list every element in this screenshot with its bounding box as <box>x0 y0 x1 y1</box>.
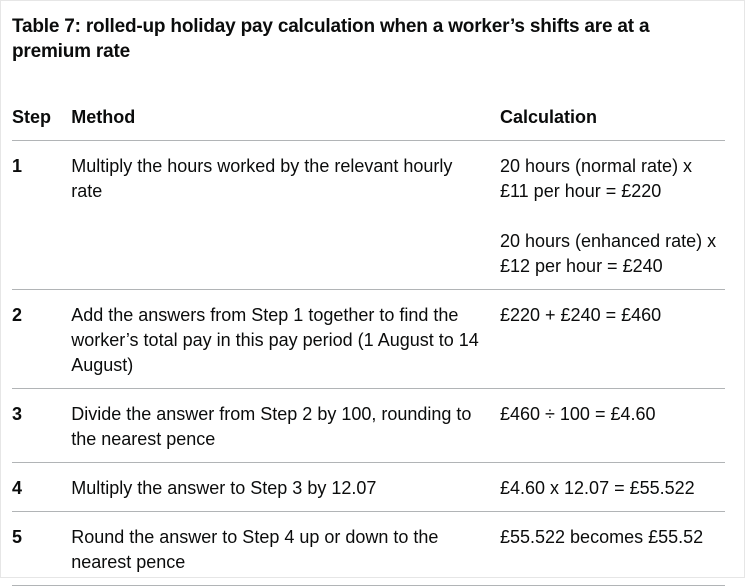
calculation-text: £55.522 becomes £55.52 <box>499 527 704 547</box>
table-caption: Table 7: rolled-up holiday pay calculation when a worker’s shifts are at a premium rate <box>12 16 650 62</box>
step-number: 4 <box>12 463 71 512</box>
calculation-text: £220 + £240 = £460 <box>499 305 662 325</box>
header-calculation: Calculation <box>500 102 725 141</box>
calculation-cell <box>500 389 725 463</box>
method-cell <box>71 512 500 586</box>
calculation-text: £460 ÷ 100 = £4.60 <box>499 404 656 424</box>
table-row <box>12 141 725 290</box>
calculation-cell <box>500 463 725 512</box>
method-cell <box>71 290 500 389</box>
method-text: Multiply the hours worked by the relevant hourly rate <box>71 156 453 201</box>
calculation-cell <box>500 141 725 290</box>
calculation-cell <box>500 290 725 389</box>
method-text: Multiply the answer to Step 3 by 12.07 <box>71 478 377 498</box>
method-text: Add the answers from Step 1 together to find the worker’s total pay in this pay period (1 August to 14 August) <box>71 305 479 375</box>
calculation-text: 20 hours (normal rate) x £11 per hour = £220 <box>499 156 693 201</box>
method-cell <box>71 389 500 463</box>
step-number: 3 <box>12 389 71 463</box>
calculation-cell <box>500 512 725 586</box>
table-row <box>12 512 725 586</box>
holiday-pay-table <box>12 102 725 586</box>
table-row <box>12 389 725 463</box>
calculation-text: £4.60 x 12.07 = £55.522 <box>499 478 695 498</box>
calculation-text: 20 hours (enhanced rate) x £12 per hour = £240 <box>499 231 717 276</box>
method-cell <box>71 141 500 290</box>
table-row <box>12 290 725 389</box>
table-header-row <box>12 102 725 141</box>
method-text: Round the answer to Step 4 up or down to the nearest pence <box>71 527 439 572</box>
method-cell <box>71 463 500 512</box>
table-row <box>12 463 725 512</box>
step-number: 1 <box>12 141 71 290</box>
step-number: 2 <box>12 290 71 389</box>
step-number: 5 <box>12 512 71 586</box>
header-step: Step <box>12 102 71 141</box>
method-text: Divide the answer from Step 2 by 100, rounding to the nearest pence <box>71 404 472 449</box>
header-method: Method <box>71 102 500 141</box>
